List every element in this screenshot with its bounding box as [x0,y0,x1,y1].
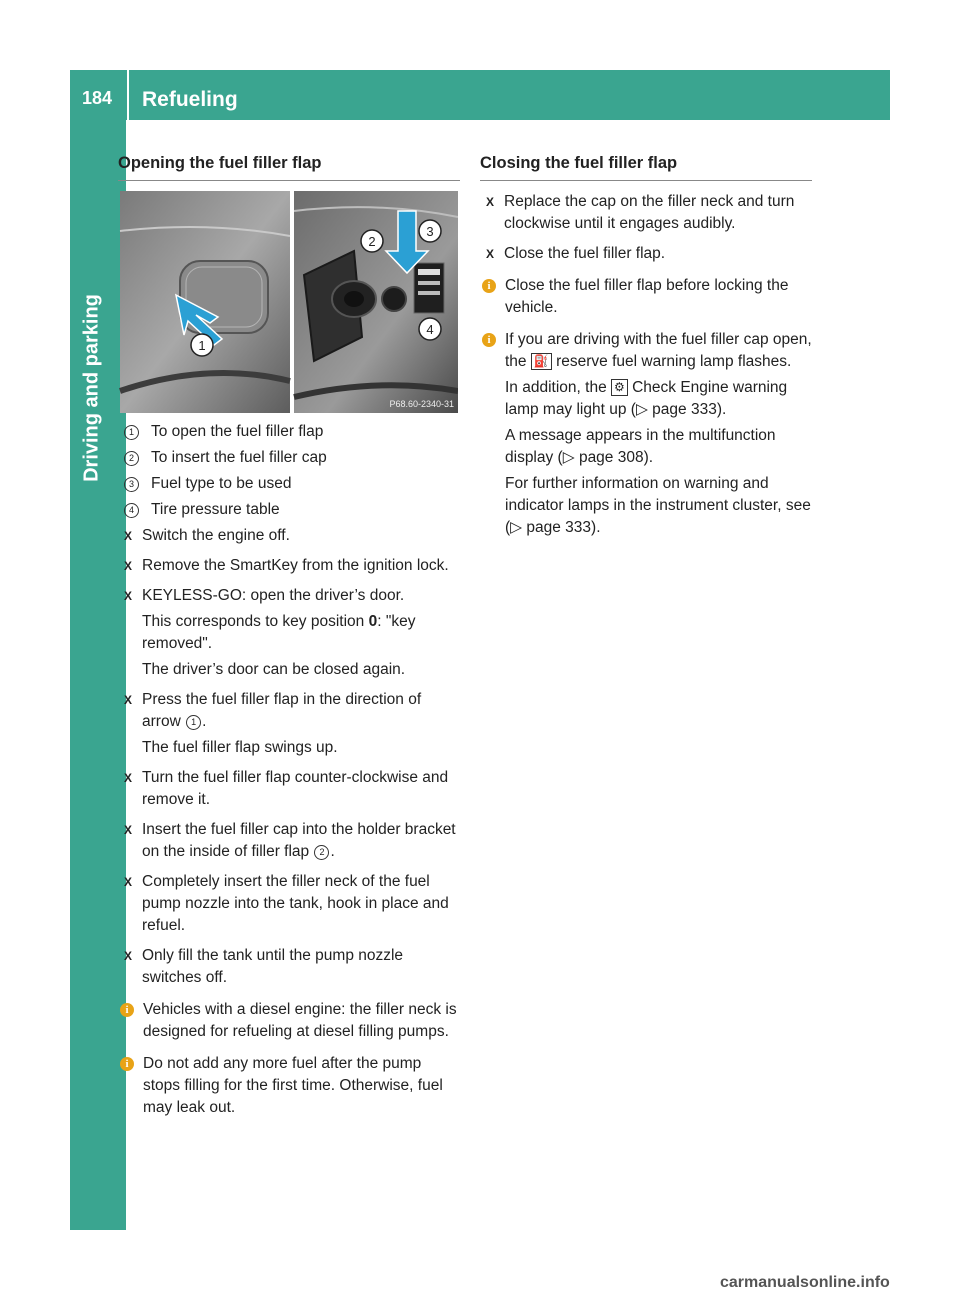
step-text: Close the fuel filler flap. [504,245,666,262]
inline-callout: 2 [314,845,329,860]
legend-text: To insert the fuel filler cap [151,449,327,466]
step-text: Insert the fuel filler cap into the holder bracket on the inside of filler flap 2 . [142,821,456,860]
legend-text: Tire pressure table [151,501,280,518]
info-text: Vehicles with a diesel engine: the filler neck is designed for refueling at diesel filling pumps. [143,1001,457,1040]
legend-number: 4 [124,503,139,518]
step-arrow-icon: X [124,559,133,573]
step-arrow-icon: X [124,693,133,707]
step-arrow-icon: X [124,875,133,889]
legend-text: To open the fuel filler flap [151,423,324,440]
info-note [480,329,812,543]
info-text: Close the fuel filler flap before locking the vehicle. [505,277,789,316]
step-item [118,585,460,685]
legend-item [118,421,460,443]
legend-item [118,473,460,495]
step-item [480,191,812,239]
step-text: Replace the cap on the filler neck and turn clockwise until it engages audibly. [504,193,795,232]
step-text: Completely insert the filler neck of the fuel pump nozzle into the tank, hook in place and refuel. [142,873,449,934]
legend-number: 1 [124,425,139,440]
step-detail: The fuel filler flap swings up. [142,739,338,756]
step-item [118,689,460,763]
step-arrow-icon: X [486,195,495,209]
callout-2: 2 [368,234,376,249]
step-arrow-icon: X [486,247,495,261]
step-item [118,525,460,551]
header-divider [127,70,129,120]
info-text: In addition, the ⚙ Check Engine warning lamp may light up (▷ page 333). [505,379,788,418]
step-arrow-icon: X [124,771,133,785]
legend-item [118,447,460,469]
step-detail: This corresponds to key position 0: "key removed". [142,613,416,652]
fuel-pump-icon: ⛽ [531,353,552,370]
step-arrow-icon: X [124,949,133,963]
page-number: 184 [82,88,113,108]
step-text: Press the fuel filler flap in the direction of arrow 1 . [142,691,422,730]
inline-callout: 1 [186,715,201,730]
step-arrow-icon: X [124,589,133,603]
step-text: Turn the fuel filler flap counter-clockwise and remove it. [142,769,449,808]
info-icon: i [482,279,496,293]
section-title: Refueling [142,88,238,111]
legend-text: Fuel type to be used [151,475,292,492]
step-item [118,819,460,867]
legend-item [118,499,460,521]
watermark: carmanualsonline.info [720,1274,890,1291]
step-item [118,945,460,993]
left-column [118,152,460,1129]
info-text: Do not add any more fuel after the pump stops filling for the first time. Otherwise, fuel may leak out. [143,1055,443,1116]
step-arrow-icon: X [124,529,133,543]
info-icon: i [120,1057,134,1071]
fuel-flap-figure [118,191,458,413]
left-heading: Opening the fuel filler flap [118,152,460,181]
step-text: Only fill the tank until the pump nozzle switches off. [142,947,404,986]
step-item [118,871,460,941]
side-tab-label: Driving and parking [80,294,103,482]
info-text: For further information on warning and indicator lamps in the instrument cluster, see (▷ page 333). [505,475,811,536]
step-arrow-icon: X [124,823,133,837]
right-heading: Closing the fuel filler flap [480,152,812,181]
callout-4: 4 [426,322,434,337]
info-text: A message appears in the multifunction display (▷ page 308). [505,427,776,466]
step-text: Remove the SmartKey from the ignition lock. [142,557,449,574]
fuel-flap-illustration [118,191,458,413]
step-detail: The driver’s door can be closed again. [142,661,406,678]
info-note [480,275,812,323]
info-note [118,999,460,1047]
figure-code: P68.60-2340-31 [389,399,454,409]
step-item [118,555,460,581]
callout-3: 3 [426,224,434,239]
info-icon: i [482,333,496,347]
step-item [480,243,812,269]
legend-number: 2 [124,451,139,466]
right-column [480,152,812,549]
step-text: Switch the engine off. [142,527,290,544]
step-text: KEYLESS-GO: open the driver’s door. [142,587,405,604]
info-text: If you are driving with the fuel filler cap open, the ⛽ reserve fuel warning lamp flashes. [505,331,812,370]
step-item [118,767,460,815]
info-note [118,1053,460,1123]
info-icon: i [120,1003,134,1017]
check-engine-icon: ⚙ [611,379,628,396]
callout-1: 1 [198,338,206,353]
legend-number: 3 [124,477,139,492]
